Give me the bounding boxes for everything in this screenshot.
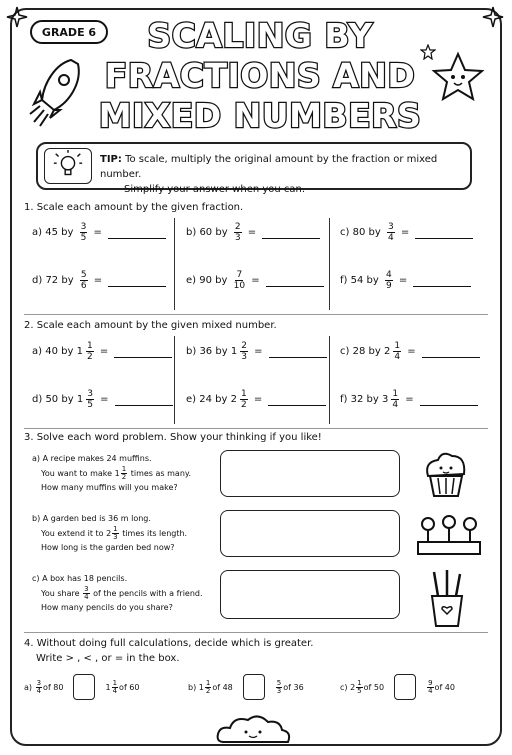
- comparison-item: b) 1 $\frac{1}{2}$ of 48 $\frac{5}{3}$ of 36: [188, 674, 304, 700]
- equals: =: [254, 346, 263, 357]
- fraction: $\frac{3}{4}$: [387, 222, 394, 243]
- word-problem: [32, 452, 191, 495]
- amount: 90: [199, 275, 212, 286]
- item-label: a): [32, 227, 43, 238]
- item-label: f): [340, 394, 348, 405]
- of-amount: of 80: [43, 682, 64, 692]
- item-label: a): [24, 682, 33, 692]
- equals: =: [251, 275, 260, 286]
- fraction: $\frac{4}{9}$: [385, 270, 392, 291]
- by-word: by: [368, 227, 381, 238]
- answer-box-b[interactable]: [220, 510, 400, 557]
- divider: [24, 428, 488, 429]
- problem-line: How many muffins will you make?: [41, 483, 178, 492]
- corner-star-icon: [6, 6, 28, 28]
- word-problem: [32, 572, 203, 615]
- equals: =: [407, 346, 416, 357]
- item-label: b): [186, 346, 197, 357]
- problem-line: How long is the garden bed now?: [41, 543, 175, 552]
- item-label: c): [340, 346, 350, 357]
- equals: =: [93, 275, 103, 286]
- item-label: b): [186, 227, 197, 238]
- section-4-heading: 4. Without doing full calculations, decide which is greater.: [24, 638, 314, 649]
- answer-blank[interactable]: [262, 227, 320, 239]
- title-line-2: FRACTIONS AND: [104, 56, 416, 95]
- whole-number: 2: [383, 346, 391, 357]
- divider: [174, 218, 175, 310]
- by-word: by: [61, 346, 74, 357]
- fraction: $\frac{1}{5}$: [357, 678, 362, 695]
- item-label: c): [340, 682, 348, 692]
- whole-number: 3: [381, 394, 389, 405]
- amount: 24: [199, 394, 212, 405]
- fraction: $\frac{3}{4}$: [84, 585, 89, 601]
- section1-item: [340, 222, 473, 243]
- answer-blank[interactable]: [422, 346, 480, 358]
- section-4-subheading: Write > , < , or = in the box.: [36, 653, 180, 664]
- smiling-cloud-icon: [214, 712, 294, 746]
- fraction: $\frac{3}{4}$: [36, 678, 42, 695]
- problem-line: How many pencils do you share?: [41, 603, 173, 612]
- answer-blank[interactable]: [415, 227, 473, 239]
- equals: =: [400, 227, 410, 238]
- of-amount: of 60: [119, 682, 140, 692]
- fraction: $\frac{1}{2}$: [205, 678, 211, 695]
- answer-blank[interactable]: [114, 346, 172, 358]
- section2-item: [186, 389, 326, 410]
- cupcake-icon: [418, 446, 474, 500]
- word-problem: [32, 512, 187, 555]
- answer-box-a[interactable]: [220, 450, 400, 497]
- tip-label: TIP:: [100, 154, 122, 165]
- divider: [24, 632, 488, 633]
- equals: =: [93, 227, 102, 238]
- by-word: by: [61, 394, 74, 405]
- answer-blank[interactable]: [413, 275, 471, 287]
- compare-box[interactable]: [394, 674, 416, 700]
- amount: 80: [352, 227, 366, 238]
- amount: 40: [45, 346, 58, 357]
- problem-line: You want to make 1 $\frac{1}{2}$ times as many.: [41, 465, 192, 481]
- pencil-cup-icon: [424, 568, 470, 628]
- item-label: c): [340, 227, 350, 238]
- equals: =: [99, 346, 109, 357]
- item-label: b): [188, 682, 197, 692]
- item-label: d): [32, 394, 43, 405]
- section2-item: [32, 389, 173, 410]
- section1-item: [186, 270, 324, 291]
- section-2-heading: 2. Scale each amount by the given mixed number.: [24, 320, 277, 331]
- fraction: $\frac{1}{4}$: [392, 389, 399, 410]
- by-word: by: [368, 346, 381, 357]
- fraction: $\frac{1}{2}$: [121, 465, 127, 481]
- by-word: by: [366, 275, 379, 286]
- section1-item: [32, 270, 166, 291]
- whole-number: 1: [230, 346, 238, 357]
- fraction: $\frac{7}{10}$: [233, 270, 246, 291]
- fraction: $\frac{2}{3}$: [234, 222, 241, 243]
- equals: =: [100, 394, 109, 405]
- sparkle-icon: [482, 6, 504, 28]
- problem-line: c) A box has 18 pencils.: [32, 574, 128, 583]
- fraction: $\frac{3}{5}$: [80, 222, 87, 243]
- fraction: $\frac{1}{2}$: [241, 389, 247, 410]
- whole-number: 2: [230, 394, 237, 405]
- item-label: e): [186, 275, 197, 286]
- fraction: $\frac{2}{3}$: [241, 341, 247, 362]
- problem-line: You extend it to 2 $\frac{1}{3}$ times its length.: [41, 525, 188, 541]
- amount: 60: [199, 227, 213, 238]
- item-label: e): [186, 394, 197, 405]
- of-amount: of 50: [363, 682, 385, 692]
- grade-badge: GRADE 6: [30, 20, 108, 44]
- fraction: $\frac{5}{3}$: [276, 678, 282, 695]
- amount: 45: [45, 227, 58, 238]
- amount: 28: [352, 346, 366, 357]
- section2-item: [32, 341, 172, 362]
- equals: =: [405, 394, 414, 405]
- by-word: by: [215, 346, 228, 357]
- comparison-item: a) $\frac{3}{4}$ of 80 1 $\frac{1}{4}$ of 60: [24, 674, 139, 700]
- comparison-item: c) 2 $\frac{1}{5}$ of 50 $\frac{9}{4}$ of 40: [340, 674, 455, 700]
- item-label: a): [32, 346, 43, 357]
- section1-item: [32, 222, 166, 243]
- title-line-1: SCALING BY: [147, 16, 373, 55]
- rocket-icon: [26, 52, 86, 132]
- whole-number: 1: [76, 394, 84, 405]
- divider: [24, 314, 488, 315]
- of-amount: of 40: [434, 682, 455, 692]
- whole-number: 1: [76, 346, 83, 357]
- equals: =: [398, 275, 408, 286]
- equals: =: [247, 227, 257, 238]
- amount: 72: [45, 275, 59, 286]
- amount: 36: [199, 346, 213, 357]
- problem-line: You share $\frac{3}{4}$ of the pencils with a friend.: [41, 585, 203, 601]
- of-amount: of 48: [212, 682, 233, 692]
- divider: [329, 336, 330, 424]
- answer-box-c[interactable]: [220, 570, 400, 619]
- by-word: by: [215, 227, 228, 238]
- section1-item: [186, 222, 320, 243]
- fraction: $\frac{9}{4}$: [428, 678, 433, 695]
- section-1-heading: 1. Scale each amount by the given fraction.: [24, 202, 244, 213]
- of-amount: of 36: [283, 682, 304, 692]
- divider: [174, 336, 175, 424]
- by-word: by: [215, 275, 228, 286]
- answer-blank[interactable]: [269, 346, 327, 358]
- divider: [329, 218, 330, 310]
- lightbulb-icon: [44, 148, 92, 184]
- section2-item: [340, 341, 480, 362]
- fraction: $\frac{1}{4}$: [112, 678, 118, 695]
- flower-pot-icon: [414, 510, 484, 560]
- section2-item: [340, 389, 478, 410]
- by-word: by: [215, 394, 228, 405]
- fraction: $\frac{5}{6}$: [80, 270, 87, 291]
- fraction: $\frac{1}{4}$: [394, 341, 401, 362]
- answer-blank[interactable]: [420, 394, 478, 406]
- amount: 32: [350, 394, 364, 405]
- section1-item: [340, 270, 471, 291]
- tip-line-2: Simplify your answer when you can.: [124, 184, 306, 195]
- compare-box[interactable]: [243, 674, 265, 700]
- tip-line-1: To scale, multiply the original amount by the fraction or mixed number.: [100, 154, 438, 180]
- answer-blank[interactable]: [268, 394, 326, 406]
- answer-blank[interactable]: [108, 227, 166, 239]
- answer-blank[interactable]: [266, 275, 324, 287]
- item-label: d): [32, 275, 43, 286]
- by-word: by: [366, 394, 379, 405]
- by-word: by: [61, 227, 74, 238]
- fraction: $\frac{1}{3}$: [113, 525, 118, 541]
- fraction: $\frac{3}{5}$: [87, 389, 93, 410]
- compare-box[interactable]: [73, 674, 95, 700]
- tip-text: [100, 152, 470, 197]
- title-line-3: MIXED NUMBERS: [98, 96, 422, 135]
- section-3-heading: 3. Solve each word problem. Show your thinking if you like!: [24, 432, 322, 443]
- equals: =: [253, 394, 263, 405]
- problem-line: a) A recipe makes 24 muffins.: [32, 454, 152, 463]
- fraction: $\frac{1}{2}$: [86, 341, 93, 362]
- by-word: by: [61, 275, 74, 286]
- small-star-icon: [420, 44, 436, 60]
- item-label: f): [340, 275, 348, 286]
- amount: 54: [350, 275, 364, 286]
- smiling-star-icon: [430, 50, 486, 106]
- amount: 50: [45, 394, 59, 405]
- answer-blank[interactable]: [108, 275, 166, 287]
- answer-blank[interactable]: [115, 394, 173, 406]
- problem-line: b) A garden bed is 36 m long.: [32, 514, 151, 523]
- section2-item: [186, 341, 327, 362]
